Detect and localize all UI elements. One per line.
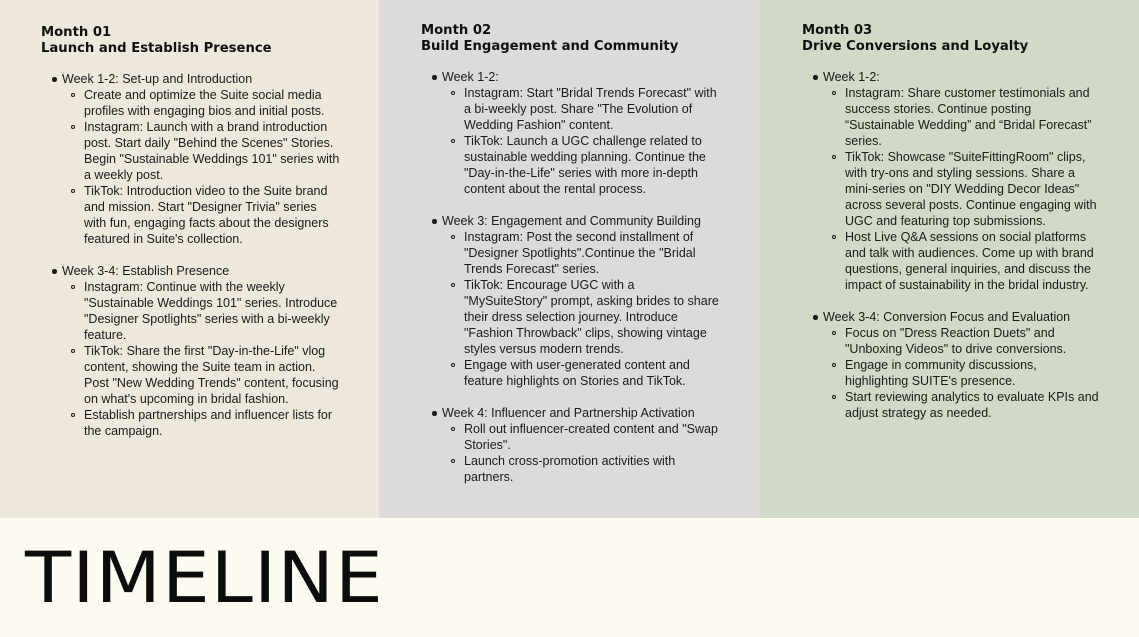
week-entry bbox=[421, 213, 760, 389]
list-item: Instagram: Continue with the weekly "Sustainable Weddings 101" series. Introduce "Designer Spotlights" series with a bi-weekly feature. bbox=[62, 279, 340, 343]
week-entry bbox=[41, 263, 379, 439]
month-01-header bbox=[41, 25, 379, 57]
list-item: Roll out influencer-created content and "Swap Stories". bbox=[442, 421, 720, 453]
week-entry bbox=[802, 69, 1139, 293]
list-item: TikTok: Encourage UGC with a "MySuiteStory" prompt, asking brides to share their dress selection journey. Introduce "Fashion Throwback" clips, showing vintage styles versus modern trends. bbox=[442, 277, 720, 357]
list-item: Establish partnerships and influencer lists for the campaign. bbox=[62, 407, 340, 439]
list-item: Engage in community discussions, highlighting SUITE's presence. bbox=[823, 357, 1101, 389]
page-title: TIMELINE bbox=[25, 537, 384, 619]
week-label: Week 1-2: bbox=[823, 70, 880, 84]
list-item: TikTok: Showcase "SuiteFittingRoom" clips, with try-ons and styling sessions. Share a mini-series on "DIY Wedding Decor Ideas" across several posts. Continue engaging with UGC and featuring top submissions. bbox=[823, 149, 1101, 229]
week-entry bbox=[421, 405, 760, 485]
month-02-weeks bbox=[421, 69, 760, 485]
week-label: Week 3-4: Establish Presence bbox=[62, 264, 230, 278]
month-02-title: Build Engagement and Community bbox=[421, 39, 679, 54]
week-entry bbox=[802, 309, 1139, 421]
week-items bbox=[823, 325, 1139, 421]
month-03-header bbox=[802, 23, 1139, 55]
week-items bbox=[442, 229, 760, 389]
month-02-column bbox=[379, 0, 760, 518]
month-03-column bbox=[760, 0, 1139, 518]
list-item: Instagram: Start "Bridal Trends Forecast" with a bi-weekly post. Share "The Evolution of Wedding Fashion" content. bbox=[442, 85, 720, 133]
month-03-title: Drive Conversions and Loyalty bbox=[802, 39, 1029, 54]
week-label: Week 4: Influencer and Partnership Activation bbox=[442, 406, 695, 420]
month-01-title: Launch and Establish Presence bbox=[41, 41, 272, 56]
week-entry bbox=[421, 69, 760, 197]
month-02-label: Month 02 bbox=[421, 23, 492, 38]
month-02-header bbox=[421, 23, 760, 55]
list-item: Instagram: Post the second installment of "Designer Spotlights".Continue the "Bridal Trends Forecast" series. bbox=[442, 229, 720, 277]
list-item: Engage with user-generated content and feature highlights on Stories and TikTok. bbox=[442, 357, 720, 389]
week-label: Week 1-2: bbox=[442, 70, 499, 84]
week-items bbox=[823, 85, 1139, 293]
week-items bbox=[62, 87, 379, 247]
month-03-label: Month 03 bbox=[802, 23, 873, 38]
list-item: Instagram: Share customer testimonials and success stories. Continue posting “Sustainable Wedding” and “Bridal Forecast” series. bbox=[823, 85, 1101, 149]
month-01-label: Month 01 bbox=[41, 25, 112, 40]
list-item: TikTok: Introduction video to the Suite brand and mission. Start "Designer Trivia" series with fun, engaging facts about the designers featured in Suite's collection. bbox=[62, 183, 340, 247]
list-item: Create and optimize the Suite social media profiles with engaging bios and initial posts. bbox=[62, 87, 340, 119]
week-items bbox=[442, 421, 760, 485]
list-item: TikTok: Share the first "Day-in-the-Life" vlog content, showing the Suite team in action. Post "New Wedding Trends" content, focusing on what's upcoming in bridal fashion. bbox=[62, 343, 340, 407]
list-item: Start reviewing analytics to evaluate KPIs and adjust strategy as needed. bbox=[823, 389, 1101, 421]
list-item: Focus on "Dress Reaction Duets" and "Unboxing Videos" to drive conversions. bbox=[823, 325, 1101, 357]
week-items bbox=[442, 85, 760, 197]
month-01-column bbox=[0, 0, 379, 518]
week-items bbox=[62, 279, 379, 439]
list-item: Launch cross-promotion activities with partners. bbox=[442, 453, 720, 485]
month-01-weeks bbox=[41, 71, 379, 439]
week-label: Week 3-4: Conversion Focus and Evaluation bbox=[823, 310, 1071, 324]
list-item: TikTok: Launch a UGC challenge related to sustainable wedding planning. Continue the "Day-in-the-Life" series with more in-depth content about the rental process. bbox=[442, 133, 720, 197]
month-03-weeks bbox=[802, 69, 1139, 421]
week-label: Week 1-2: Set-up and Introduction bbox=[62, 72, 253, 86]
week-label: Week 3: Engagement and Community Building bbox=[442, 214, 701, 228]
list-item: Host Live Q&A sessions on social platforms and talk with audiences. Come up with brand questions, general inquiries, and discuss the impact of sustainability in the bridal industry. bbox=[823, 229, 1101, 293]
week-entry bbox=[41, 71, 379, 247]
list-item: Instagram: Launch with a brand introduction post. Start daily "Behind the Scenes" Stories. Begin "Sustainable Weddings 101" series with a weekly post. bbox=[62, 119, 340, 183]
